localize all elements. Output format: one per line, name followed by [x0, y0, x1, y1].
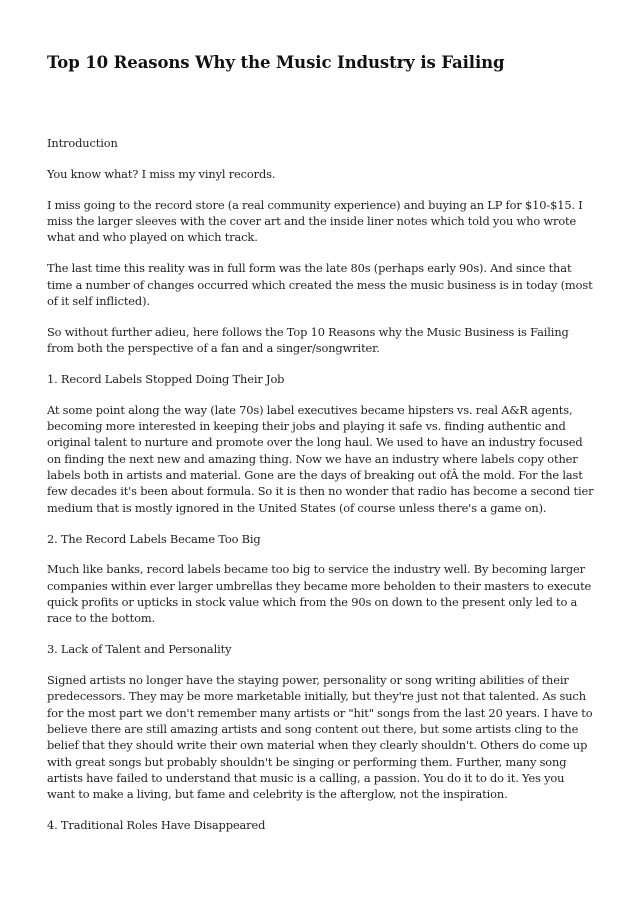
body-paragraph: At some point along the way (late 70s) label executives became hipsters vs. real A&R agents, becoming more interested in keeping their jobs and playing it safe vs. finding authentic and original talent to nurture and promote over the long haul. We used to have an industry focused on finding the next new and amazing thing. Now we have an industry where labels copy other labels both in artists and material. Gone are the days of breaking out ofÂ the mold. For the last few decades it's been about formula. So it is then no wonder that radio has become a second tier medium that is mostly ignored in the United States (of course unless there's a game on). [47, 402, 594, 515]
body-paragraph: Much like banks, record labels became too big to service the industry well. By becoming larger companies within ever larger umbrellas they became more beholden to their masters to execute quick profits or upticks in stock value which from the 90s on down to the present only led to a race to the bottom. [47, 562, 592, 626]
body-paragraph: I miss going to the record store (a real community experience) and buying an LP for $10-$15. I miss the larger sleeves with the cover art and the inside liner notes which told you who wrote what and who played on which track. [47, 197, 583, 245]
document-page [47, 53, 595, 848]
body-paragraph: Signed artists no longer have the staying power, personality or song writing abilities of their predecessors. They may be more marketable initially, but they're just not that talented. As such for the most part we don't remember many artists or "hit" songs from the last 20 years. I have to believe there are still amazing artists and song content out there, but some artists cling to the belief that they should write their own material when they clearly shouldn't. Others do come up with great songs but probably shouldn't be singing or performing them. Further, many song artists have failed to understand that music is a calling, a passion. You do it to do it. Yes you want to make a living, but fame and celebrity is the afterglow, not the inspiration. [47, 673, 593, 802]
section-heading-4: 4. Traditional Roles Have Disappeared [47, 818, 266, 833]
body-paragraph: So without further adieu, here follows the Top 10 Reasons why the Music Business is Failing from both the perspective of a fan and a singer/songwriter. [47, 324, 569, 356]
body-paragraph: The last time this reality was in full form was the late 80s (perhaps early 90s). And since that time a number of changes occurred which created the mess the music business is in today (most of it self inflicted). [47, 261, 593, 308]
body-paragraph: You know what? I miss my vinyl records. [47, 166, 276, 181]
section-heading-3: 3. Lack of Talent and Personality [47, 642, 232, 657]
section-heading-2: 2. The Record Labels Became Too Big [47, 531, 261, 546]
document-title: Top 10 Reasons Why the Music Industry is Failing [47, 53, 505, 72]
section-heading-introduction: Introduction [47, 136, 118, 150]
section-heading-1: 1. Record Labels Stopped Doing Their Job [47, 371, 285, 386]
